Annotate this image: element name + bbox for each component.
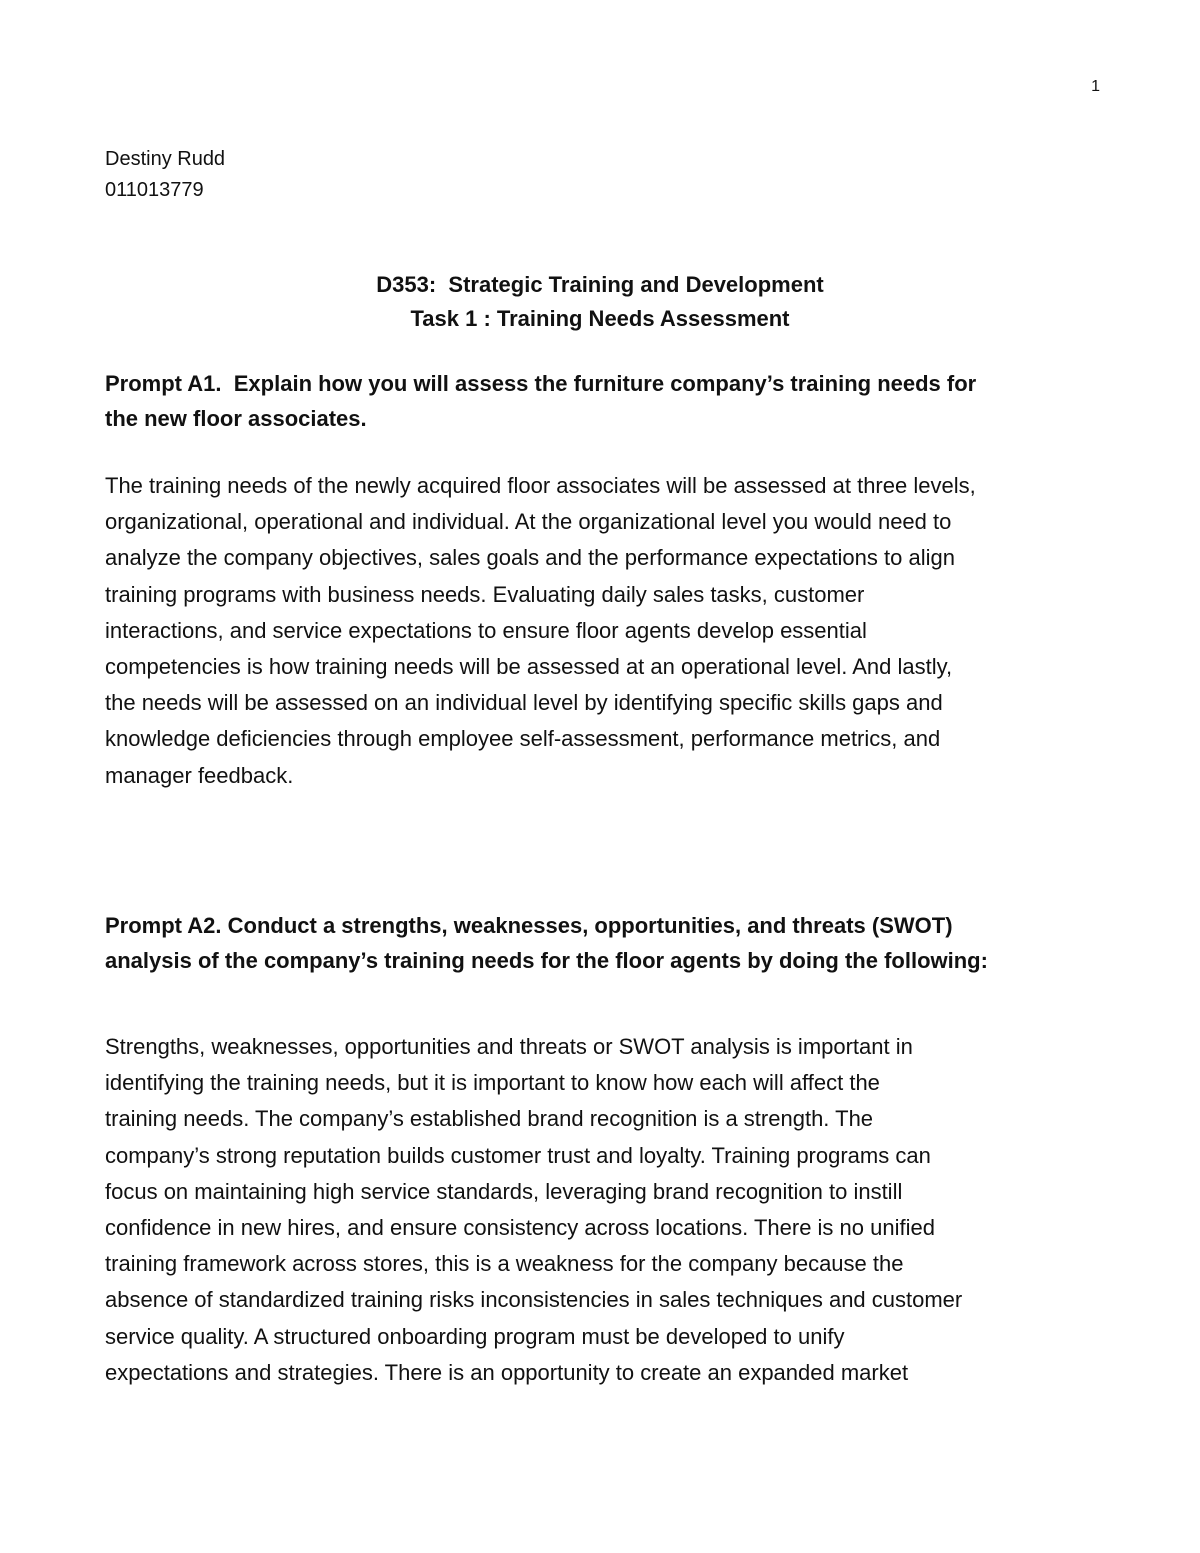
paragraph-line: The training needs of the newly acquired floor associates will be assessed at three levels, (105, 473, 976, 498)
author-name: Destiny Rudd (105, 148, 226, 170)
author-block (105, 144, 225, 206)
prompt-line: Prompt A1. Explain how you will assess the furniture company’s training needs for (105, 371, 977, 396)
paragraph-line: training framework across stores, this is a weakness for the company because the (105, 1251, 904, 1277)
paragraph-line: focus on maintaining high service standards, leveraging brand recognition to instill (105, 1178, 903, 1204)
paragraph-line: company’s strong reputation builds customer trust and loyalty. Training programs can (105, 1142, 931, 1168)
prompt-a1-heading (105, 366, 1095, 436)
paragraph-line: expectations and strategies. There is an opportunity to create an expanded market (105, 1359, 909, 1385)
paragraph-line: confidence in new hires, and ensure consistency across locations. There is no unified (105, 1215, 935, 1241)
paragraph-line: training needs. The company’s established brand recognition is a strength. The (105, 1106, 874, 1132)
paragraph-line: organizational, operational and individual. At the organizational level you would need to (105, 509, 952, 535)
paragraph-line: competencies is how training needs will be assessed at an operational level. And lastly, (105, 654, 953, 680)
paragraph-line: interactions, and service expectations to ensure floor agents develop essential (105, 617, 867, 643)
paragraph-line: training programs with business needs. Evaluating daily sales tasks, customer (105, 581, 865, 607)
page-number: 1 (1091, 78, 1100, 95)
paragraph-line: the needs will be assessed on an individual level by identifying specific skills gaps and (105, 690, 943, 716)
student-id: 011013779 (105, 179, 204, 201)
paragraph-line: knowledge deficiencies through employee self-assessment, performance metrics, and (105, 726, 941, 752)
task-title: Task 1 : Training Needs Assessment (410, 306, 790, 331)
paragraph-line: absence of standardized training risks inconsistencies in sales techniques and customer (105, 1287, 963, 1313)
course-title: D353: Strategic Training and Development (376, 272, 824, 297)
prompt-line: Prompt A2. Conduct a strengths, weaknesses, opportunities, and threats (SWOT) (105, 913, 953, 938)
document-title (100, 268, 1100, 336)
paragraph-line: identifying the training needs, but it is important to know how each will affect the (105, 1070, 880, 1096)
paragraph-line: analyze the company objectives, sales goals and the performance expectations to align (105, 545, 955, 571)
paragraph-line: service quality. A structured onboarding program must be developed to unify (105, 1323, 845, 1349)
prompt-a2-response (105, 1029, 1105, 1391)
paragraph-line: Strengths, weaknesses, opportunities and threats or SWOT analysis is important in (105, 1034, 913, 1059)
paragraph-line: manager feedback. (105, 762, 294, 788)
prompt-line: analysis of the company’s training needs for the floor agents by doing the following: (105, 948, 988, 973)
prompt-a1-response (105, 468, 1105, 794)
prompt-line: the new floor associates. (105, 406, 367, 431)
prompt-a2-heading (105, 908, 1095, 978)
